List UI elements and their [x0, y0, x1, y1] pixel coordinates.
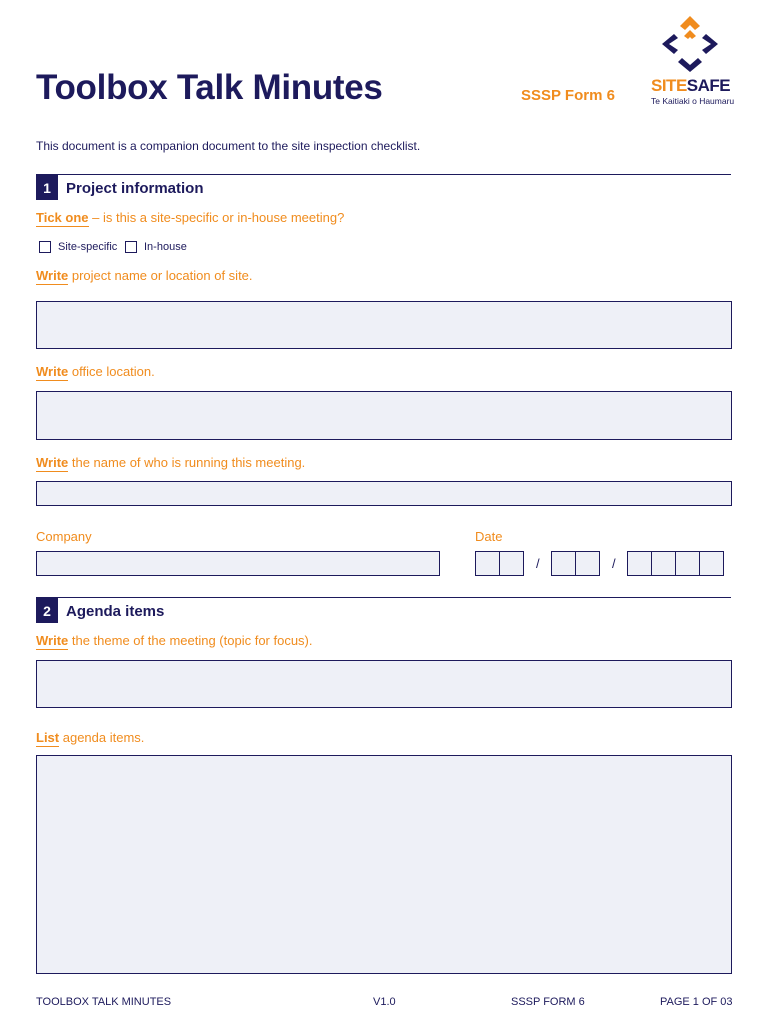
runner-instruction: Write the name of who is running this meeting. — [36, 455, 306, 470]
site-specific-checkbox[interactable] — [39, 241, 51, 253]
meeting-runner-field[interactable] — [36, 481, 732, 506]
date-separator: / — [612, 556, 616, 571]
logo-wordmark: SITESAFE — [651, 76, 731, 95]
agenda-items-field[interactable] — [36, 755, 732, 974]
date-digit-box[interactable] — [651, 551, 676, 576]
footer-version: V1.0 — [373, 996, 396, 1008]
company-label: Company — [36, 529, 92, 544]
site-safe-logo — [648, 14, 735, 108]
project-name-field[interactable] — [36, 301, 732, 349]
in-house-checkbox[interactable] — [125, 241, 137, 253]
date-digit-box[interactable] — [475, 551, 500, 576]
footer-document-name: TOOLBOX TALK MINUTES — [36, 996, 172, 1008]
section-1-number: 1 — [36, 175, 58, 200]
form-id: SSSP Form 6 — [521, 87, 615, 104]
date-digit-box[interactable] — [627, 551, 652, 576]
date-day-field[interactable] — [476, 551, 524, 576]
date-digit-box[interactable] — [675, 551, 700, 576]
section-1-divider — [36, 174, 731, 175]
section-2-title: Agenda items — [66, 603, 165, 620]
page-title: Toolbox Talk Minutes — [36, 68, 383, 107]
site-specific-label: Site-specific — [58, 241, 118, 253]
logo-mark-icon — [648, 14, 732, 76]
date-year-field[interactable] — [628, 551, 724, 576]
logo-tagline: Te Kaitiaki o Haumaru — [651, 96, 735, 106]
date-label: Date — [475, 529, 503, 544]
meeting-theme-field[interactable] — [36, 660, 732, 708]
intro-text: This document is a companion document to the site inspection checklist. — [36, 139, 421, 153]
section-2-number: 2 — [36, 598, 58, 623]
section-2-divider — [36, 597, 731, 598]
agenda-instruction: List agenda items. — [36, 730, 145, 745]
date-digit-box[interactable] — [499, 551, 524, 576]
footer-page-number: PAGE 1 OF 03 — [660, 996, 733, 1008]
in-house-label: In-house — [144, 241, 187, 253]
company-field[interactable] — [36, 551, 440, 576]
date-digit-box[interactable] — [699, 551, 724, 576]
date-digit-box[interactable] — [575, 551, 600, 576]
project-instruction: Write project name or location of site. — [36, 268, 253, 283]
theme-instruction: Write the theme of the meeting (topic for focus). — [36, 633, 313, 648]
date-digit-box[interactable] — [551, 551, 576, 576]
tick-instruction: Tick one – is this a site-specific or in-house meeting? — [36, 210, 345, 225]
date-month-field[interactable] — [552, 551, 600, 576]
date-separator: / — [536, 556, 540, 571]
office-location-field[interactable] — [36, 391, 732, 440]
office-instruction: Write office location. — [36, 364, 155, 379]
footer-form-id: SSSP FORM 6 — [511, 996, 585, 1008]
section-1-title: Project information — [66, 180, 204, 197]
